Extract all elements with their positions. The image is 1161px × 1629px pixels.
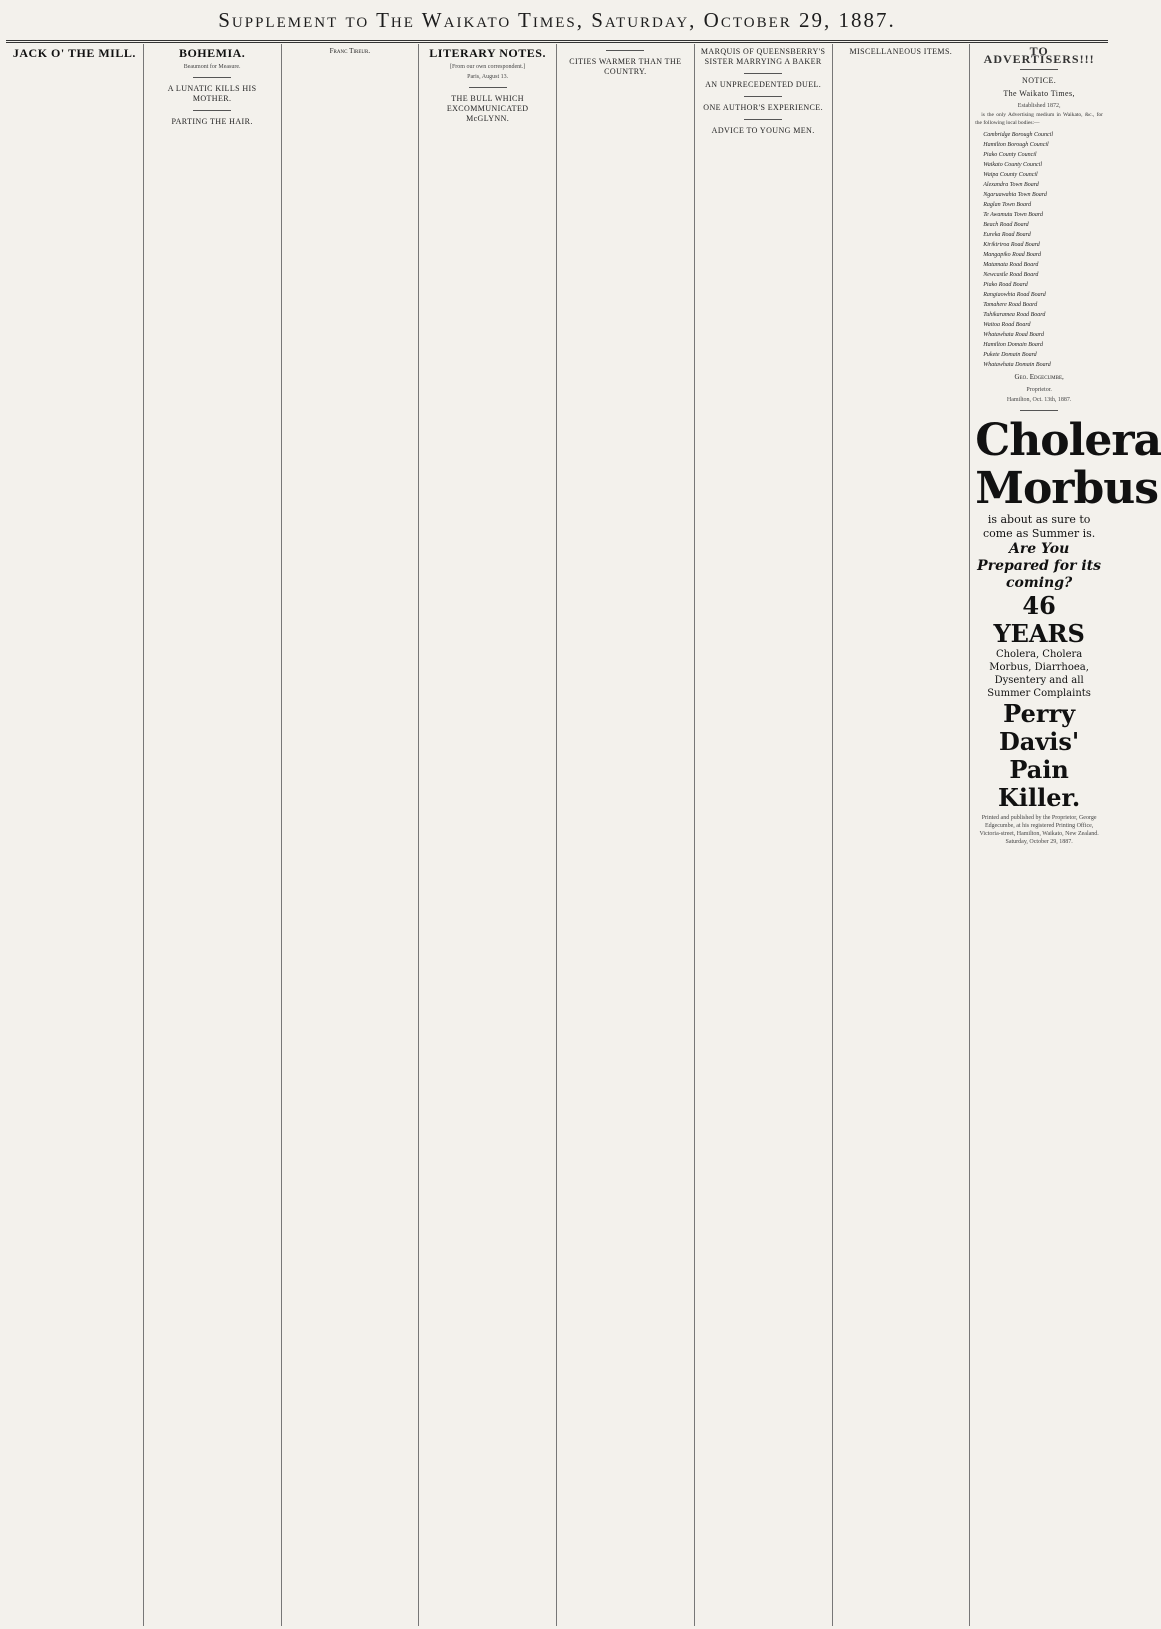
- list-item: Hamilton Borough Council: [983, 142, 1049, 148]
- list-item: Waikato County Council: [983, 162, 1043, 168]
- column-divider: [193, 110, 231, 111]
- notice-intro: is the only Advertising medium in Waikato, &c., for the following local bodies:—: [975, 112, 1103, 126]
- list-item: Eureka Road Board: [983, 232, 1031, 238]
- article-heading-author: ONE AUTHOR'S EXPERIENCE.: [703, 103, 823, 112]
- paper-name: The Waikato Times,: [1003, 89, 1075, 98]
- date-line: Hamilton, Oct. 13th, 1887.: [1006, 396, 1072, 403]
- masthead-rule-lower: [6, 42, 1108, 43]
- list-item: Te Awamutu Town Board: [983, 212, 1043, 218]
- list-item: Cambridge Borough Council: [983, 132, 1054, 138]
- article-heading-advice: ADVICE TO YOUNG MEN.: [711, 126, 815, 135]
- advertisers-banner: TO ADVERTISERS!!!: [983, 44, 1095, 66]
- quote-credit: Beaumont for Measure.: [183, 64, 241, 70]
- list-item: Raglan Town Board: [983, 202, 1032, 208]
- local-bodies-list: [975, 130, 1103, 370]
- article-heading-bull: THE BULL WHICH EXCOMMUNICATED McGLYNN.: [446, 94, 529, 123]
- morbus-headline: Morbus: [975, 462, 1159, 514]
- cholera-advertisement: [975, 414, 1161, 812]
- notice-heading: NOTICE.: [1022, 76, 1057, 85]
- column-divider: [744, 119, 782, 120]
- list-item: Waitoa Road Board: [983, 322, 1031, 328]
- established-line: Established 1872,: [1017, 103, 1061, 109]
- list-item: Pukete Domain Board: [983, 352, 1037, 358]
- list-item: Newcastle Road Board: [983, 272, 1039, 278]
- imprint-line: Printed and published by the Proprietor, George Edgecumbe, at his registered Printing Office, Victoria-street, Hamilton, Waikato, New Zealand. Saturday, October 29, 1887.: [979, 814, 1099, 845]
- list-item: Kirikiriroa Road Board: [983, 242, 1040, 248]
- column-4: [419, 44, 557, 1626]
- list-item: Hamilton Domain Board: [983, 342, 1044, 348]
- list-item: Whatawhata Road Board: [983, 332, 1045, 338]
- dateline: Paris, August 13.: [467, 74, 509, 80]
- article-heading-jack: JACK O' THE MILL.: [12, 46, 136, 60]
- list-item: Tamahere Road Board: [983, 302, 1038, 308]
- column-2: [144, 44, 282, 1626]
- cholera-tagline: is about as sure to come as Summer is.: [982, 512, 1096, 540]
- body-text: [11, 63, 138, 71]
- article-heading-lunatic: A LUNATIC KILLS HIS MOTHER.: [167, 84, 257, 103]
- article-heading-literary: LITERARY NOTES.: [429, 46, 546, 60]
- column-divider: [193, 77, 231, 78]
- editor-name: Geo. Edgecumbe,: [1014, 373, 1064, 381]
- list-item: Tuhikaramea Road Board: [983, 312, 1046, 318]
- correspondent-line: [From our own correspondent.]: [449, 64, 526, 70]
- column-divider: [744, 73, 782, 74]
- list-item: Ngaruawahia Town Board: [983, 192, 1047, 198]
- cures-line: Cholera, Cholera Morbus, Diarrhoea, Dysentery and all Summer Complaints: [987, 648, 1091, 699]
- proprietor-label: Proprietor.: [1026, 386, 1052, 393]
- column-3: [282, 44, 420, 1626]
- list-item: Waipa County Council: [983, 172, 1038, 178]
- masthead-title: Supplement to The Waikato Times, Saturday, October 29, 1887.: [218, 8, 896, 32]
- list-item: Rangiaowhia Road Board: [983, 292, 1046, 298]
- list-item: Whatawhata Domain Board: [983, 362, 1051, 368]
- newspaper-columns: [6, 44, 1161, 1626]
- prepared-line: Are You Prepared for its coming?: [977, 540, 1102, 591]
- masthead-rule: [6, 40, 1108, 41]
- list-item: Mangapiko Road Board: [983, 252, 1042, 258]
- column-6: [695, 44, 833, 1626]
- column-5: [557, 44, 695, 1626]
- article-heading-parting: PARTING THE HAIR.: [171, 117, 253, 126]
- column-1: [6, 44, 144, 1626]
- article-heading-cities: CITIES WARMER THAN THE COUNTRY.: [569, 57, 682, 76]
- column-divider: [1020, 410, 1058, 411]
- column-7: [833, 44, 971, 1626]
- article-signoff: Franc Tireur.: [329, 47, 371, 55]
- list-item: Piako Road Board: [983, 282, 1028, 288]
- column-divider: [606, 50, 644, 51]
- painkiller-line: Perry Davis' Pain Killer.: [997, 698, 1081, 812]
- article-heading-duel: AN UNPRECEDENTED DUEL.: [705, 80, 822, 89]
- list-item: Piako County Council: [983, 152, 1037, 158]
- cholera-headline: Cholera: [975, 414, 1161, 466]
- article-heading-marquis: MARQUIS OF QUEENSBERRY'S SISTER MARRYING A BAKER: [700, 47, 826, 66]
- list-item: Alexandra Town Board: [983, 182, 1039, 188]
- list-item: Beach Road Board: [983, 222, 1029, 228]
- column-divider: [744, 96, 782, 97]
- list-item: Matamata Road Board: [983, 262, 1039, 268]
- column-divider: [1020, 69, 1058, 70]
- article-heading-miscellaneous: MISCELLANEOUS ITEMS.: [849, 47, 953, 56]
- column-divider: [469, 87, 507, 88]
- column-8: [970, 44, 1161, 1626]
- years-line: 46 YEARS: [993, 590, 1085, 648]
- article-heading-bohemia: BOHEMIA.: [178, 46, 246, 60]
